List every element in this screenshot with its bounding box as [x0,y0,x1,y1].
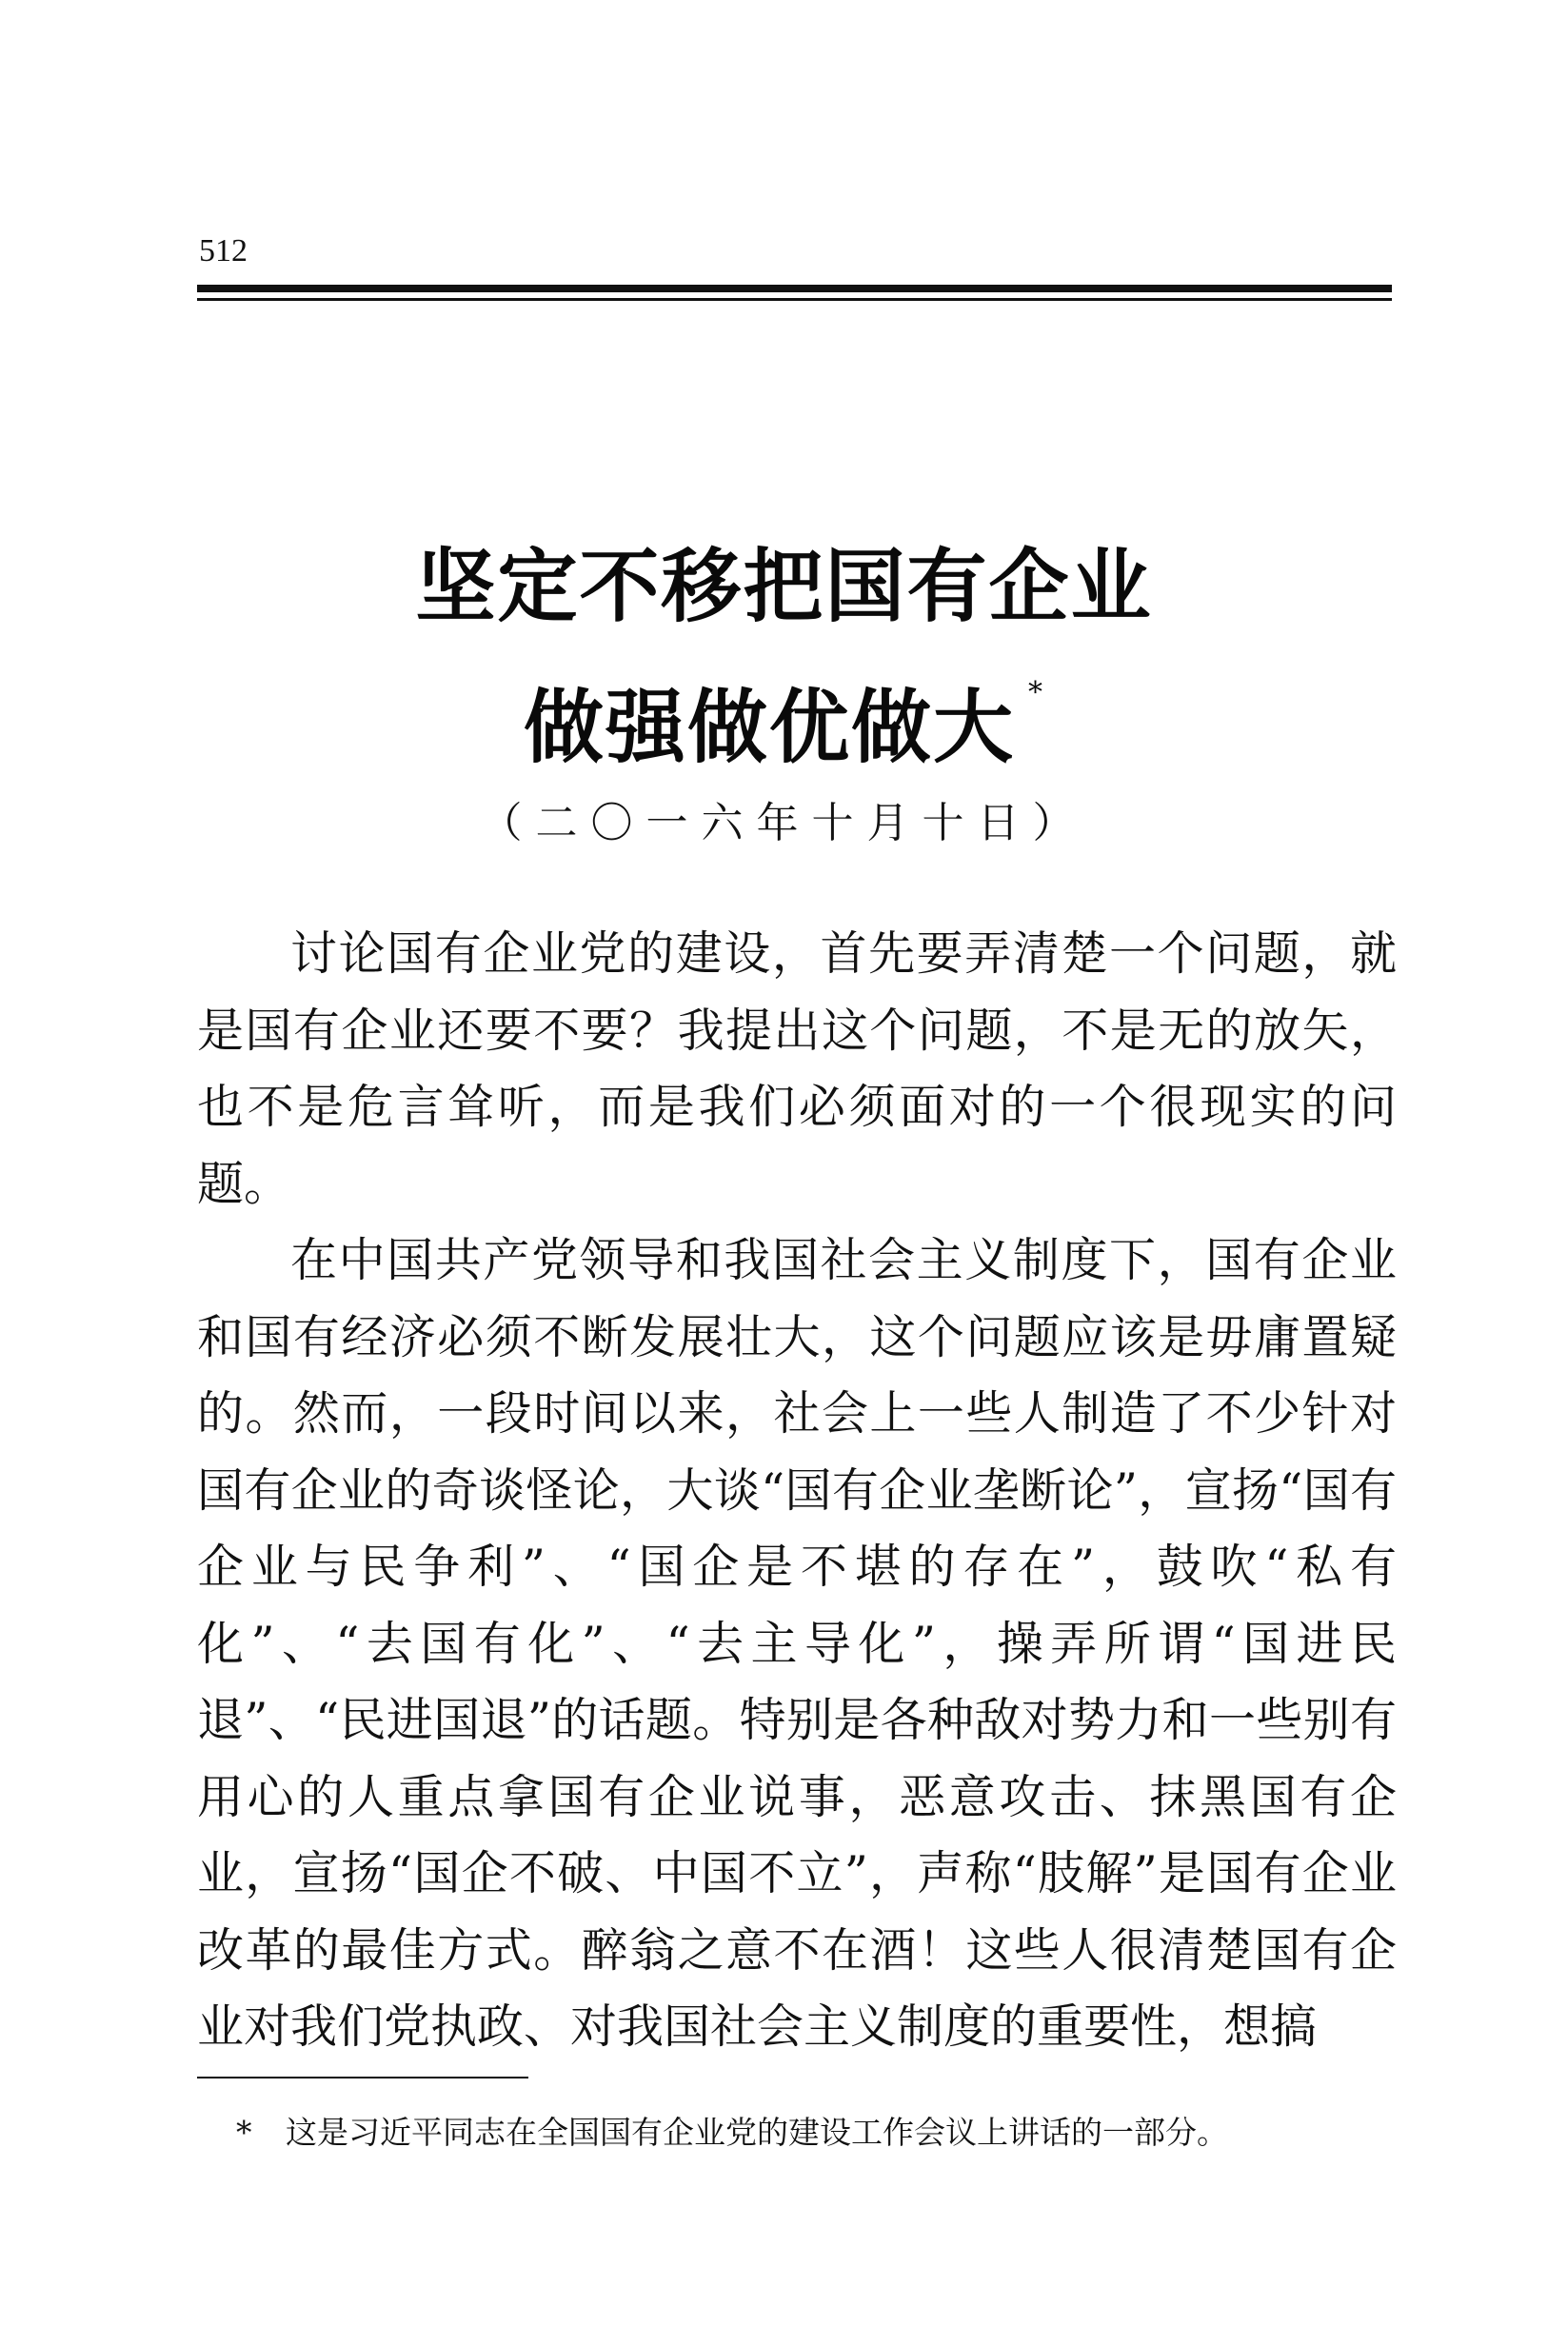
page-number: 512 [199,233,248,269]
article-date: （二〇一六年十月十日） [480,799,1088,847]
footnote-text: 这是习近平同志在全国国有企业党的建设工作会议上讲话的一部分。 [286,2114,1228,2151]
title-line-1: 坚定不移把国有企业 [415,540,1153,633]
footnote-mark: * [236,2114,252,2151]
article-body [197,916,1397,2066]
title-line-2-text: 做强做优做大 [523,681,1015,774]
paragraph-1: 讨论国有企业党的建设，首先要弄清楚一个问题，就是国有企业还要不要？我提出这个问题，不是无的放矢，也不是危言耸听，而是我们必须面对的一个很现实的问题。 [197,926,1397,1211]
title-footnote-mark[interactable]: * [1028,676,1044,709]
header-rule-thin [197,298,1392,301]
footnote-rule [197,2077,528,2078]
header-rule-thick [197,285,1392,292]
paragraph-2: 在中国共产党领导和我国社会主义制度下，国有企业和国有经济必须不断发展壮大，这个问题应该是毋庸置疑的。然而，一段时间以来，社会上一些人制造了不少针对国有企业的奇谈怪论，大谈“国有企业垄断论”，宣扬“国有企业与民争利”、“国企是不堪的存在”，鼓吹“私有化”、“去国有化”、“去主导化”，操弄所谓“国进民退”、“民进国退”的话题。特别是各种敌对势力和一些别有用心的人重点拿国有企业说事，恶意攻击、抹黑国有企业，宣扬“国企不破、中国不立”，声称“肢解”是国有企业改革的最佳方式。醉翁之意不在酒！这些人很清楚国有企业对我们党执政、对我国社会主义制度的重要性，想搞 [197,1233,1397,2054]
article-title [0,533,1568,781]
footnote [236,2108,1228,2153]
title-line-2 [0,640,1568,781]
